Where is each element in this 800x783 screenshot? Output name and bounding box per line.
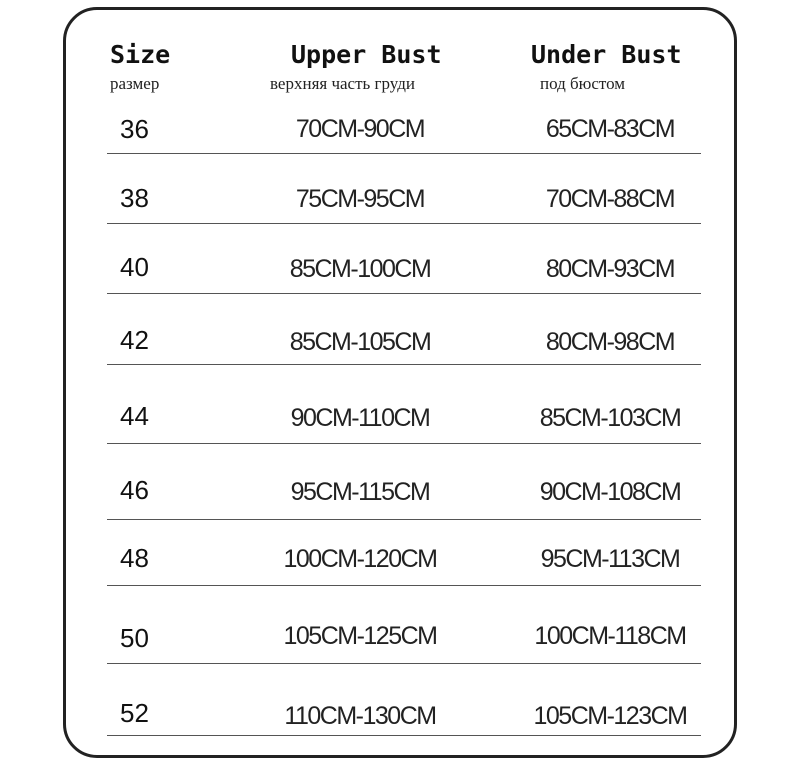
upper-bust-value: 90CM-110CM (290, 404, 430, 432)
under-bust-value: 80CM-98CM (545, 328, 675, 356)
row-divider (107, 364, 701, 365)
upper-bust-value: 100CM-120CM (283, 545, 437, 573)
header-upper-bust-sub: верхняя часть груди (270, 74, 415, 93)
row-divider (107, 519, 701, 520)
size-value: 48 (120, 543, 149, 573)
under-bust-value: 100CM-118CM (534, 622, 686, 650)
row-divider (107, 663, 701, 664)
size-value: 40 (120, 252, 149, 282)
header-under-bust-sub: под бюстом (540, 74, 626, 93)
under-bust-value: 95CM-113CM (540, 545, 680, 573)
row-divider (107, 223, 701, 224)
size-value: 38 (120, 183, 149, 213)
under-bust-value: 70CM-88CM (545, 185, 675, 213)
header-size-sub: размер (110, 74, 160, 93)
header-size: Size (110, 40, 171, 69)
row-divider (107, 153, 701, 154)
size-value: 44 (120, 401, 149, 431)
row-divider (107, 735, 701, 736)
upper-bust-value: 85CM-100CM (289, 255, 431, 283)
size-value: 36 (120, 114, 149, 144)
under-bust-value: 65CM-83CM (545, 115, 675, 143)
upper-bust-value: 85CM-105CM (289, 328, 431, 356)
under-bust-value: 80CM-93CM (545, 255, 675, 283)
row-divider (107, 293, 701, 294)
upper-bust-value: 70CM-90CM (295, 115, 425, 143)
size-value: 42 (120, 325, 149, 355)
upper-bust-value: 105CM-125CM (283, 622, 437, 650)
row-divider (107, 585, 701, 586)
header-upper-bust: Upper Bust (291, 40, 442, 69)
upper-bust-value: 95CM-115CM (290, 478, 430, 506)
size-value: 52 (120, 698, 149, 728)
row-divider (107, 443, 701, 444)
size-value: 46 (120, 475, 149, 505)
header-under-bust: Under Bust (531, 40, 682, 69)
under-bust-value: 85CM-103CM (539, 404, 681, 432)
under-bust-value: 105CM-123CM (533, 702, 687, 730)
upper-bust-value: 75CM-95CM (295, 185, 425, 213)
upper-bust-value: 110CM-130CM (284, 702, 436, 730)
size-value: 50 (120, 623, 149, 653)
under-bust-value: 90CM-108CM (539, 478, 681, 506)
